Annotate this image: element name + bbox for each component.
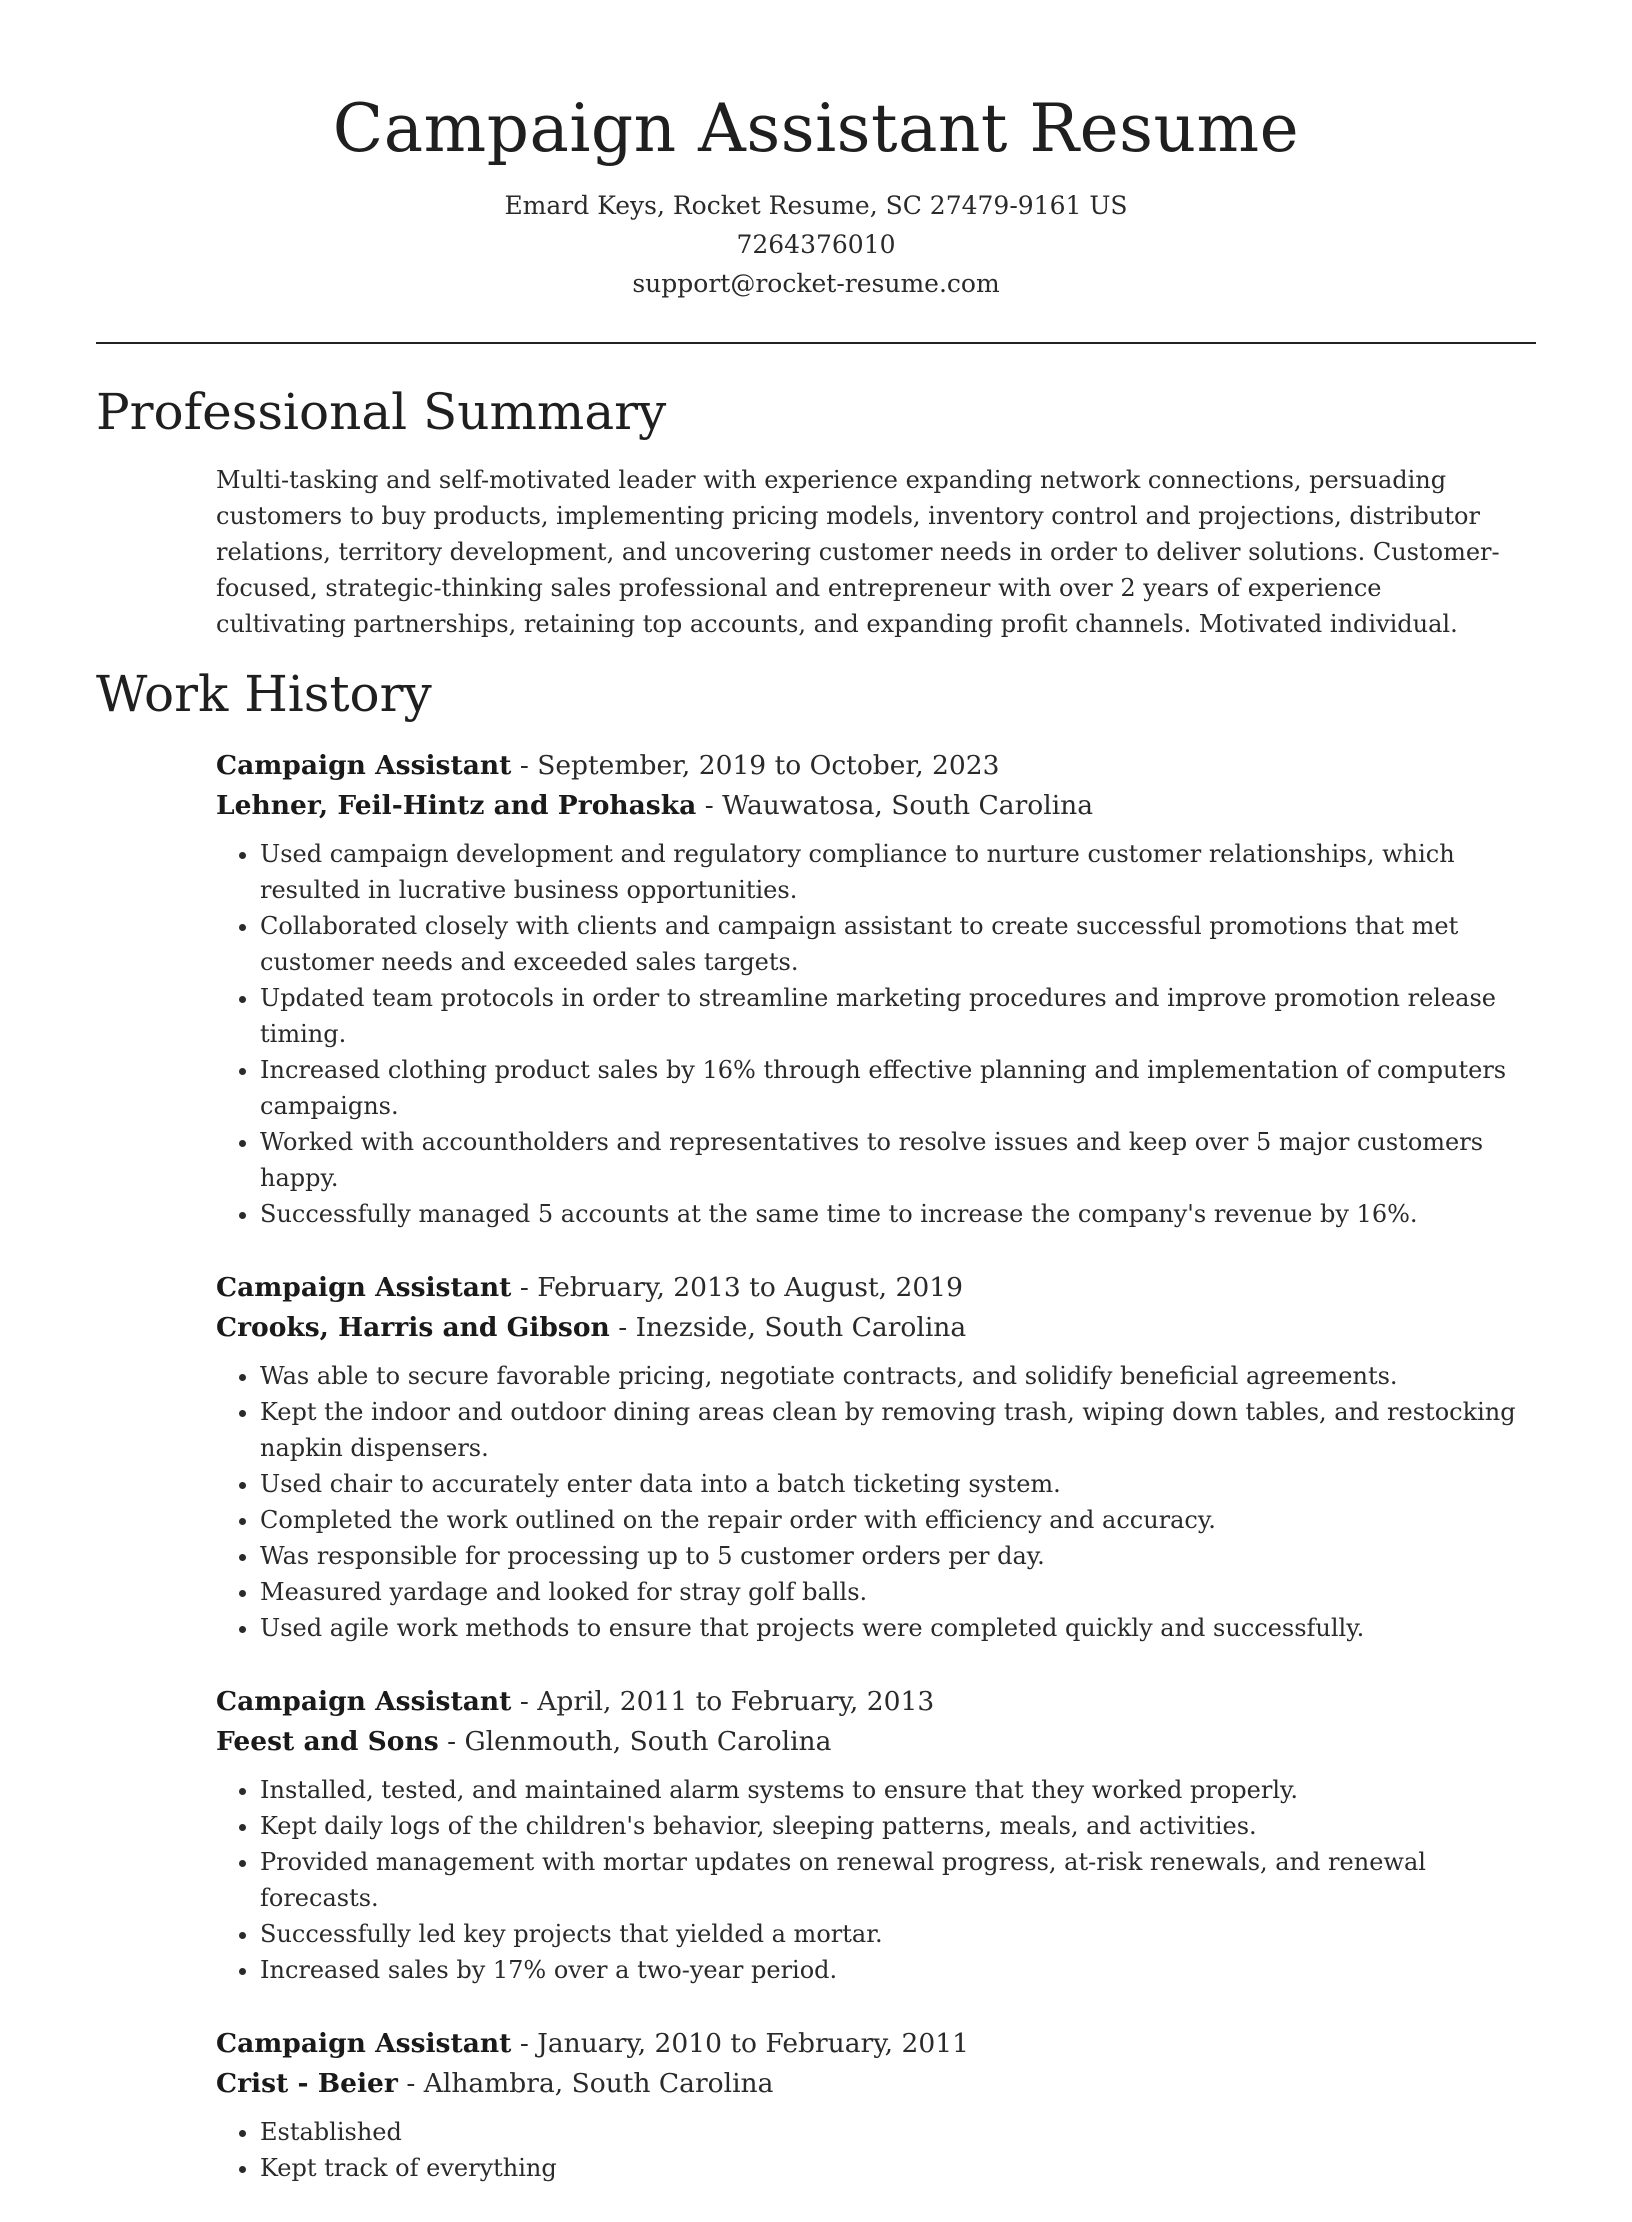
job-title-line: Campaign Assistant - April, 2011 to February, 2013 <box>216 1686 935 1717</box>
job-company: Crooks, Harris and Gibson <box>216 1312 610 1343</box>
job-bullet: • Established <box>260 2114 1536 2150</box>
job-bullet: • Collaborated closely with clients and campaign assistant to create successful promotions that met customer needs and exceeded sales targets. <box>260 908 1536 980</box>
job-bullets <box>216 2114 1536 2186</box>
job-entry <box>216 1682 1536 1988</box>
job-entry <box>216 2024 1536 2186</box>
job-company-line: Feest and Sons - Glenmouth, South Carolina <box>216 1726 832 1757</box>
contact-address: Emard Keys, Rocket Resume, SC 27479-9161 US <box>504 191 1128 220</box>
job-bullet: • Increased sales by 17% over a two-year period. <box>260 1952 1536 1988</box>
job-company: Feest and Sons <box>216 1726 439 1757</box>
contact-email: support@rocket-resume.com <box>632 269 1000 298</box>
job-dates: February, 2013 to August, 2019 <box>537 1272 963 1303</box>
job-bullet: • Installed, tested, and maintained alarm systems to ensure that they worked properly. <box>260 1772 1536 1808</box>
job-bullet: • Kept track of everything <box>260 2150 1536 2186</box>
job-bullet: • Kept daily logs of the children's behavior, sleeping patterns, meals, and activities. <box>260 1808 1536 1844</box>
job-bullet: • Provided management with mortar updates on renewal progress, at-risk renewals, and renewal forecasts. <box>260 1844 1536 1916</box>
job-company-line: Crist - Beier - Alhambra, South Carolina <box>216 2068 774 2099</box>
job-bullets <box>216 1358 1536 1646</box>
job-bullet: • Increased clothing product sales by 16% through effective planning and implementation of computers campaigns. <box>260 1052 1536 1124</box>
job-bullet: • Successfully managed 5 accounts at the same time to increase the company's revenue by 16%. <box>260 1196 1536 1232</box>
contact-block <box>0 186 1632 303</box>
job-title: Campaign Assistant <box>216 1272 512 1303</box>
header-divider <box>96 342 1536 344</box>
work-history-list <box>216 746 1536 2222</box>
job-location: Inezside, South Carolina <box>635 1312 967 1343</box>
job-location: Wauwatosa, South Carolina <box>722 790 1094 821</box>
job-dates: January, 2010 to February, 2011 <box>537 2028 969 2059</box>
job-bullet: • Used chair to accurately enter data into a batch ticketing system. <box>260 1466 1536 1502</box>
summary-heading: Professional Summary <box>96 383 667 441</box>
job-bullets <box>216 836 1536 1232</box>
job-title-line: Campaign Assistant - January, 2010 to February, 2011 <box>216 2028 969 2059</box>
job-title-line: Campaign Assistant - September, 2019 to October, 2023 <box>216 750 1000 781</box>
resume-header <box>0 0 1632 303</box>
job-bullet: • Completed the work outlined on the repair order with efficiency and accuracy. <box>260 1502 1536 1538</box>
job-title: Campaign Assistant <box>216 2028 512 2059</box>
work-history-heading: Work History <box>96 665 432 723</box>
job-title: Campaign Assistant <box>216 750 512 781</box>
job-bullet: • Was able to secure favorable pricing, negotiate contracts, and solidify beneficial agreements. <box>260 1358 1536 1394</box>
job-bullet: • Was responsible for processing up to 5 customer orders per day. <box>260 1538 1536 1574</box>
job-company: Lehner, Feil-Hintz and Prohaska <box>216 790 697 821</box>
job-bullet: • Used agile work methods to ensure that projects were completed quickly and successfully. <box>260 1610 1536 1646</box>
job-bullet: • Successfully led key projects that yielded a mortar. <box>260 1916 1536 1952</box>
job-company-line: Lehner, Feil-Hintz and Prohaska - Wauwatosa, South Carolina <box>216 790 1094 821</box>
job-location: Glenmouth, South Carolina <box>464 1726 832 1757</box>
job-location: Alhambra, South Carolina <box>423 2068 774 2099</box>
job-bullet: • Used campaign development and regulatory compliance to nurture customer relationships, which resulted in lucrative business opportunities. <box>260 836 1536 908</box>
summary-text: Multi-tasking and self-motivated leader with experience expanding network connections, persuading customers to buy products, implementing pricing models, inventory control and projections, distributor relations, territory development, and uncovering customer needs in order to deliver solutions. Customer-focused, strategic-thinking sales professional and entrepreneur with over 2 years of experience cultivating partnerships, retaining top accounts, and expanding profit channels. Motivated individual. <box>216 466 1500 638</box>
job-title: Campaign Assistant <box>216 1686 512 1717</box>
contact-phone: 7264376010 <box>736 230 896 259</box>
job-dates: April, 2011 to February, 2013 <box>537 1686 935 1717</box>
job-entry <box>216 746 1536 1232</box>
job-company: Crist - Beier <box>216 2068 398 2099</box>
job-bullet: • Kept the indoor and outdoor dining areas clean by removing trash, wiping down tables, and restocking napkin dispensers. <box>260 1394 1536 1466</box>
job-company-line: Crooks, Harris and Gibson - Inezside, South Carolina <box>216 1312 967 1343</box>
job-bullet: • Worked with accountholders and representatives to resolve issues and keep over 5 major customers happy. <box>260 1124 1536 1196</box>
job-bullet: • Updated team protocols in order to streamline marketing procedures and improve promotion release timing. <box>260 980 1536 1052</box>
job-bullet: • Measured yardage and looked for stray golf balls. <box>260 1574 1536 1610</box>
job-title-line: Campaign Assistant - February, 2013 to August, 2019 <box>216 1272 963 1303</box>
job-entry <box>216 1268 1536 1646</box>
job-bullets <box>216 1772 1536 1988</box>
job-dates: September, 2019 to October, 2023 <box>537 750 1000 781</box>
resume-title: Campaign Assistant Resume <box>332 90 1300 167</box>
